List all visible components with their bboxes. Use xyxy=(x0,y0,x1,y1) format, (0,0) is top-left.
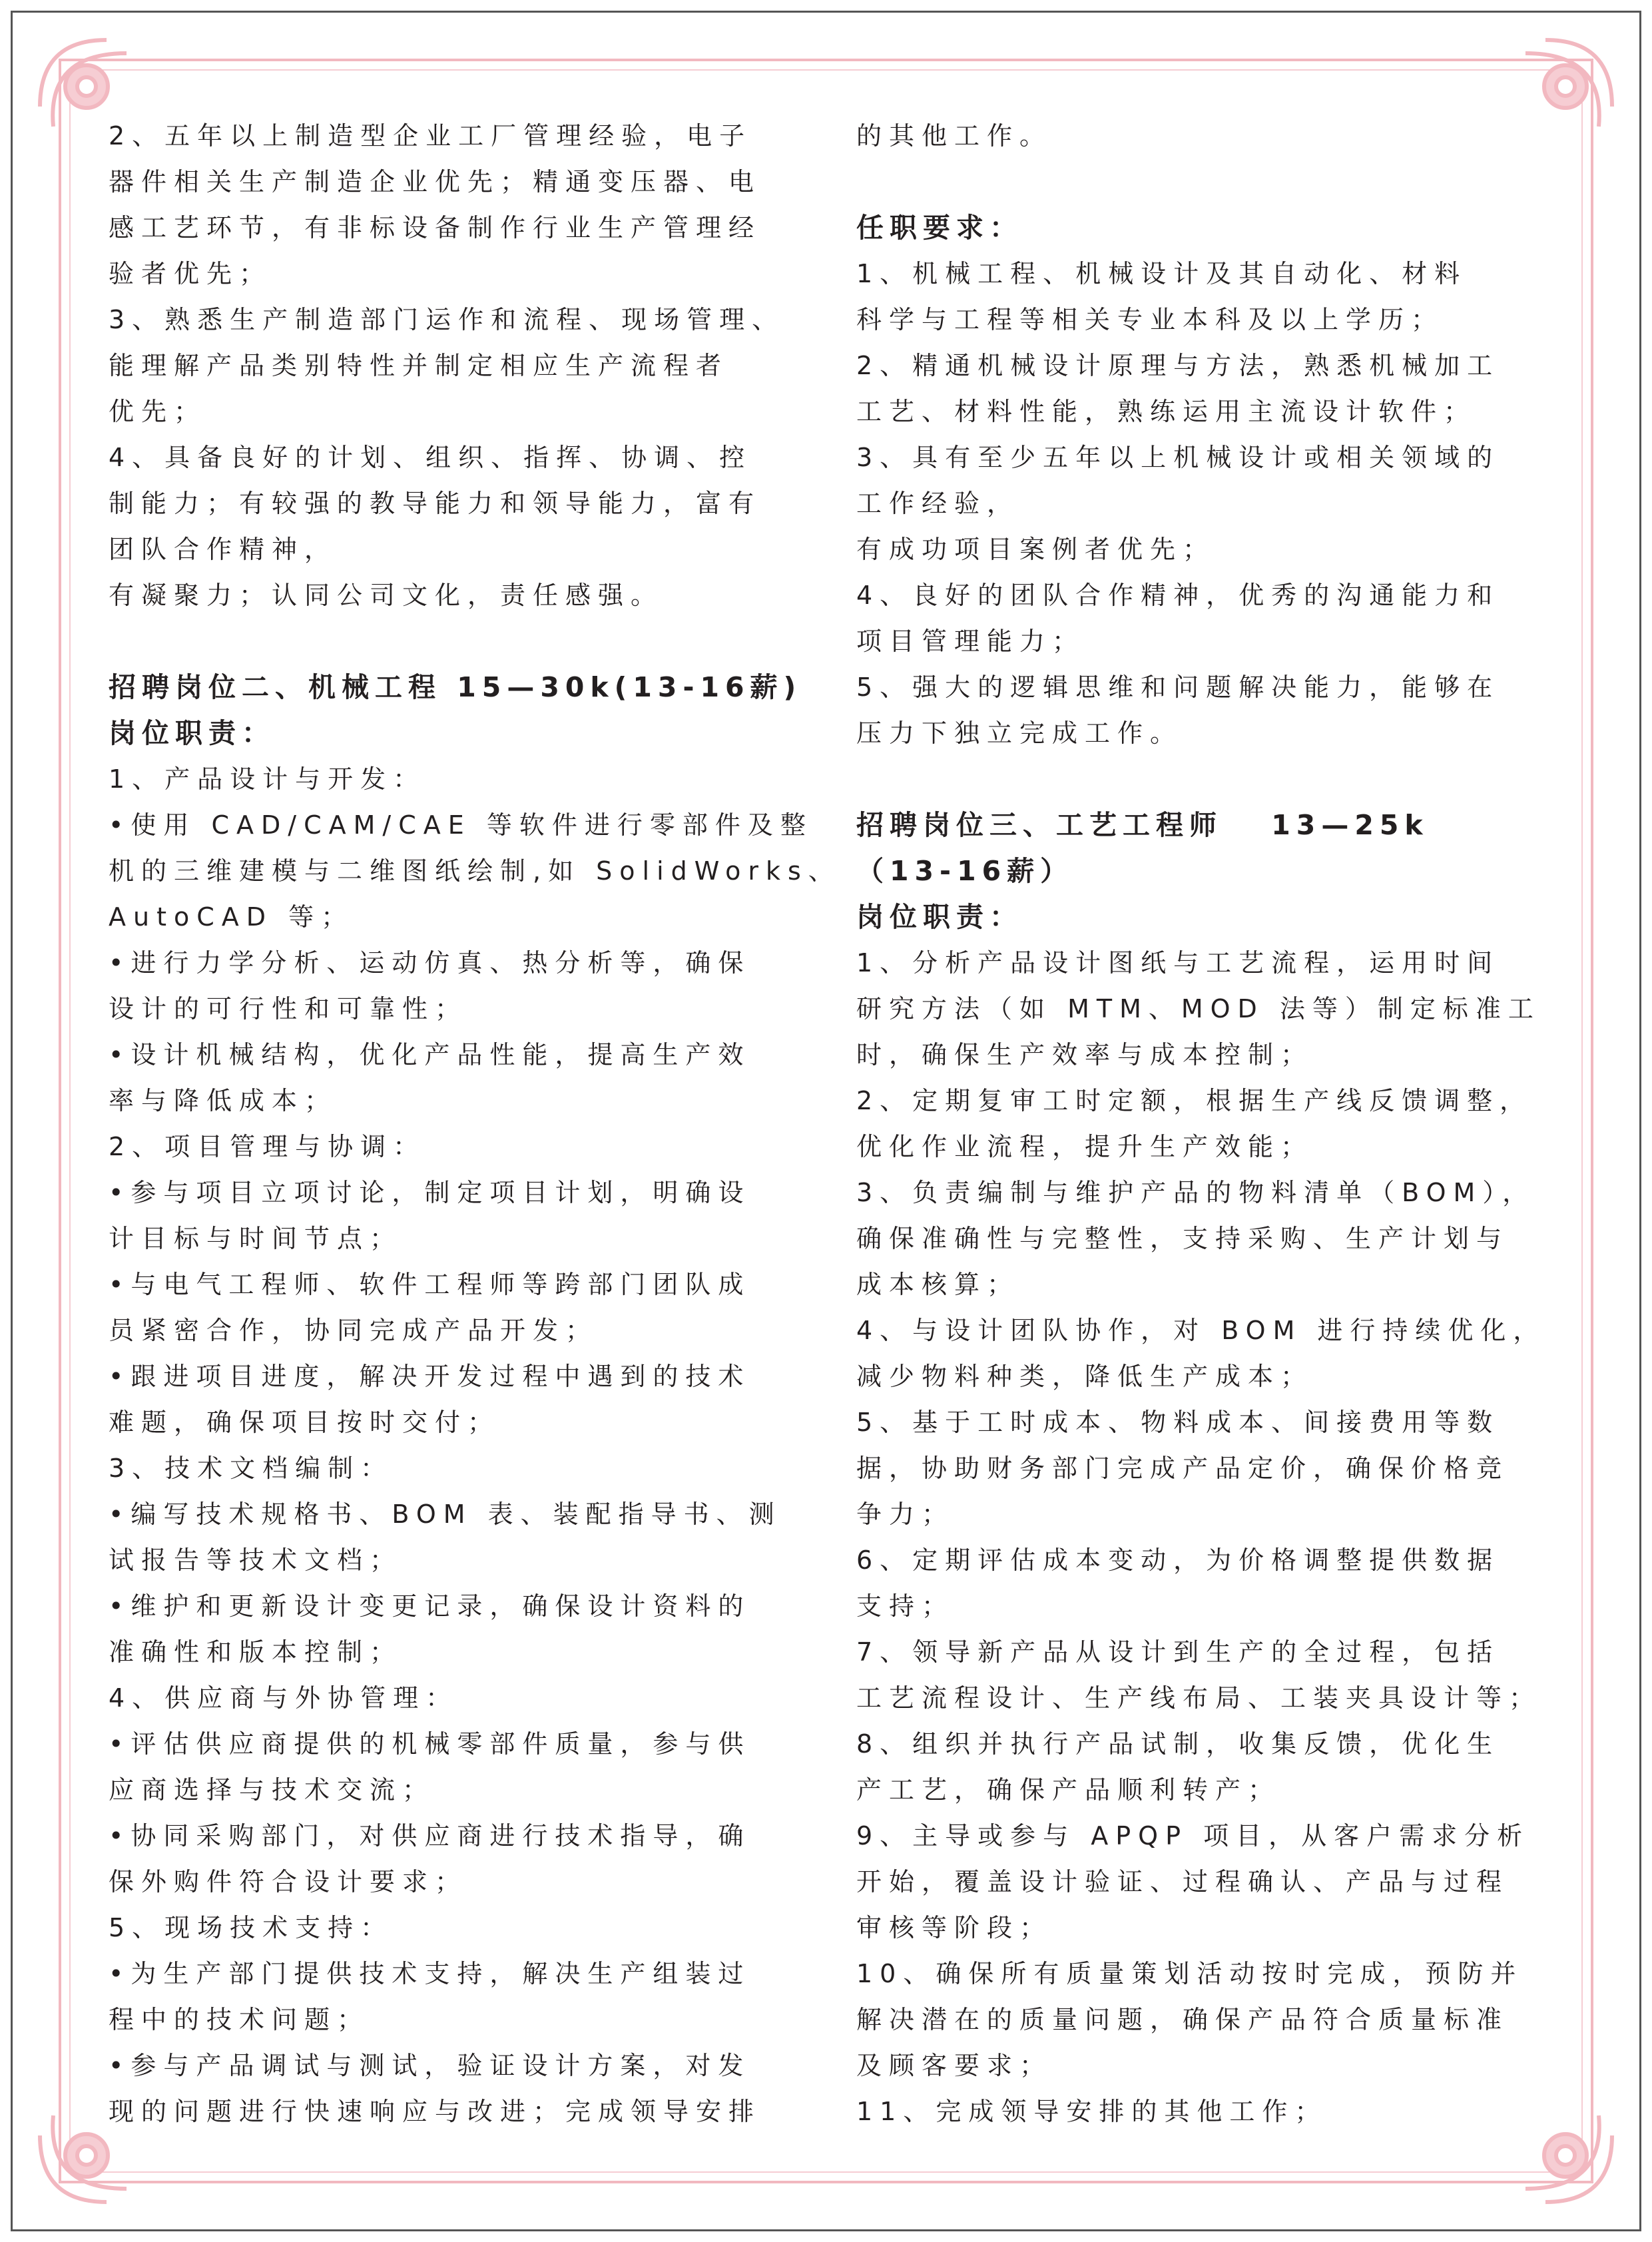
text-line: 难题，确保项目按时交付； xyxy=(109,1408,501,1437)
text-line: 解决潜在的质量问题，确保产品符合质量标准 xyxy=(856,2005,1510,2034)
text-line: 8、组织并执行产品试制，收集反馈，优化生 xyxy=(856,1729,1500,1759)
text-line: 设计的可行性和可靠性； xyxy=(109,994,468,1023)
text-line: 3、熟悉生产制造部门运作和流程、现场管理、 xyxy=(109,305,785,334)
text-line: 成本核算； xyxy=(856,1270,1020,1299)
text-line: 1、分析产品设计图纸与工艺流程，运用时间 xyxy=(856,948,1500,978)
text-line: •跟进项目进度，解决开发过程中遇到的技术 xyxy=(109,1362,751,1391)
text-line: 3、技术文档编制： xyxy=(109,1454,394,1483)
section-heading: 岗位职责： xyxy=(109,717,275,749)
text-line: •为生产部门提供技术支持，解决生产组装过 xyxy=(109,1959,751,1988)
text-line: 工作经验， xyxy=(856,489,1020,518)
text-line: 程中的技术问题； xyxy=(109,2005,370,2034)
text-line: 器件相关生产制造企业优先；精通变压器、电 xyxy=(109,167,762,196)
spacer xyxy=(109,619,814,665)
text-line: •维护和更新设计变更记录，确保设计资料的 xyxy=(109,1591,751,1621)
text-line: •参与产品调试与测试，验证设计方案，对发 xyxy=(109,2051,751,2080)
text-line: 5、现场技术支持： xyxy=(109,1913,394,1942)
left-text-column xyxy=(109,113,841,2135)
text-line: 6、定期评估成本变动，为价格调整提供数据 xyxy=(856,1545,1500,1575)
text-line: 争力； xyxy=(856,1500,955,1529)
text-line: AutoCAD 等； xyxy=(109,902,354,932)
right-text-column xyxy=(856,113,1546,2135)
text-line: 开始，覆盖设计验证、过程确认、产品与过程 xyxy=(856,1867,1510,1896)
text-line: 工艺流程设计、生产线布局、工装夹具设计等； xyxy=(856,1683,1542,1713)
spacer xyxy=(856,159,1542,205)
text-line: 时，确保生产效率与成本控制； xyxy=(856,1040,1314,1069)
text-line: 据，协助财务部门完成产品定价，确保价格竞 xyxy=(856,1454,1510,1483)
text-line: 保外购件符合设计要求； xyxy=(109,1867,468,1896)
section-heading: 招聘岗位二、机械工程 15—30k(13-16薪) xyxy=(109,671,802,703)
text-line: 1、机械工程、机械设计及其自动化、材料 xyxy=(856,259,1468,288)
text-line: 计目标与时间节点； xyxy=(109,1224,403,1253)
text-line: 减少物料种类，降低生产成本； xyxy=(856,1362,1314,1391)
text-line: 7、领导新产品从设计到生产的全过程，包括 xyxy=(856,1637,1500,1667)
text-line: 11、完成领导安排的其他工作； xyxy=(856,2097,1328,2126)
text-line: 现的问题进行快速响应与改进；完成领导安排 xyxy=(109,2097,762,2126)
text-line: 1、产品设计与开发： xyxy=(109,764,426,794)
text-line: 项目管理能力； xyxy=(856,627,1085,656)
text-line: 5、基于工时成本、物料成本、间接费用等数 xyxy=(856,1408,1500,1437)
text-line: 感工艺环节，有非标设备制作行业生产管理经 xyxy=(109,213,762,242)
text-line: 工艺、材料性能，熟练运用主流设计软件； xyxy=(856,397,1477,426)
text-line: 4、具备良好的计划、组织、指挥、协调、控 xyxy=(109,443,752,472)
text-line: 3、具有至少五年以上机械设计或相关领域的 xyxy=(856,443,1500,472)
text-line: •评估供应商提供的机械零部件质量，参与供 xyxy=(109,1729,751,1759)
text-line: •设计机械结构，优化产品性能，提高生产效 xyxy=(109,1040,751,1069)
section-heading: 招聘岗位三、工艺工程师 13—25k xyxy=(856,809,1429,841)
text-line: 试报告等技术文档； xyxy=(109,1545,403,1575)
text-line: 优化作业流程，提升生产效能； xyxy=(856,1132,1314,1161)
text-line: •与电气工程师、软件工程师等跨部门团队成 xyxy=(109,1270,751,1299)
text-line: 有成功项目案例者优先； xyxy=(856,535,1216,564)
text-line: 10、确保所有质量策划活动按时完成，预防并 xyxy=(856,1959,1523,1988)
text-line: 审核等阶段； xyxy=(856,1913,1053,1942)
section-heading: 岗位职责： xyxy=(856,901,1023,933)
section-heading: （13-16薪） xyxy=(856,855,1074,887)
text-line: 产工艺，确保产品顺利转产； xyxy=(856,1775,1281,1805)
text-line: 确保准确性与完整性，支持采购、生产计划与 xyxy=(856,1224,1510,1253)
text-line: •进行力学分析、运动仿真、热分析等，确保 xyxy=(109,948,751,978)
text-line: 4、供应商与外协管理： xyxy=(109,1683,459,1713)
text-line: 有凝聚力；认同公司文化，责任感强。 xyxy=(109,581,664,610)
spacer xyxy=(856,756,1542,802)
text-line: 2、精通机械设计原理与方法，熟悉机械加工 xyxy=(856,351,1500,380)
text-line: •协同采购部门，对供应商进行技术指导，确 xyxy=(109,1821,751,1850)
text-line: 2、定期复审工时定额，根据生产线反馈调整， xyxy=(856,1086,1533,1115)
text-line: 2、五年以上制造型企业工厂管理经验，电子 xyxy=(109,121,752,150)
text-line: 能理解产品类别特性并制定相应生产流程者 xyxy=(109,351,729,380)
text-line: 率与降低成本； xyxy=(109,1086,338,1115)
text-line: 科学与工程等相关专业本科及以上学历； xyxy=(856,305,1444,334)
text-line: 制能力；有较强的教导能力和领导能力，富有 xyxy=(109,489,762,518)
text-line: 应商选择与技术交流； xyxy=(109,1775,435,1805)
text-line: •使用 CAD/CAM/CAE 等软件进行零部件及整 xyxy=(109,810,813,840)
text-line: 压力下独立完成工作。 xyxy=(856,718,1183,748)
text-line: •参与项目立项讨论，制定项目计划，明确设 xyxy=(109,1178,751,1207)
text-line: 优先； xyxy=(109,397,207,426)
text-line: 2、项目管理与协调： xyxy=(109,1132,426,1161)
text-line: 机的三维建模与二维图纸绘制,如 SolidWorks、 xyxy=(109,856,841,886)
text-line: 员紧密合作，协同完成产品开发； xyxy=(109,1316,599,1345)
text-line: 9、主导或参与 APQP 项目，从客户需求分析 xyxy=(856,1821,1530,1850)
text-line: 的其他工作。 xyxy=(856,121,1053,150)
text-line: 研究方法（如 MTM、MOD 法等）制定标准工 xyxy=(856,994,1541,1023)
text-line: 4、良好的团队合作精神，优秀的沟通能力和 xyxy=(856,581,1500,610)
text-line: 团队合作精神， xyxy=(109,535,338,564)
text-line: •编写技术规格书、BOM 表、装配指导书、测 xyxy=(109,1500,782,1529)
text-line: 5、强大的逻辑思维和问题解决能力，能够在 xyxy=(856,673,1500,702)
text-line: 及顾客要求； xyxy=(856,2051,1053,2080)
text-line: 支持； xyxy=(856,1591,955,1621)
text-line: 3、负责编制与维护产品的物料清单（BOM）， xyxy=(856,1178,1535,1207)
section-heading: 任职要求： xyxy=(856,212,1023,244)
text-line: 准确性和版本控制； xyxy=(109,1637,403,1667)
text-line: 4、与设计团队协作，对 BOM 进行持续优化， xyxy=(856,1316,1546,1345)
text-line: 验者优先； xyxy=(109,259,272,288)
